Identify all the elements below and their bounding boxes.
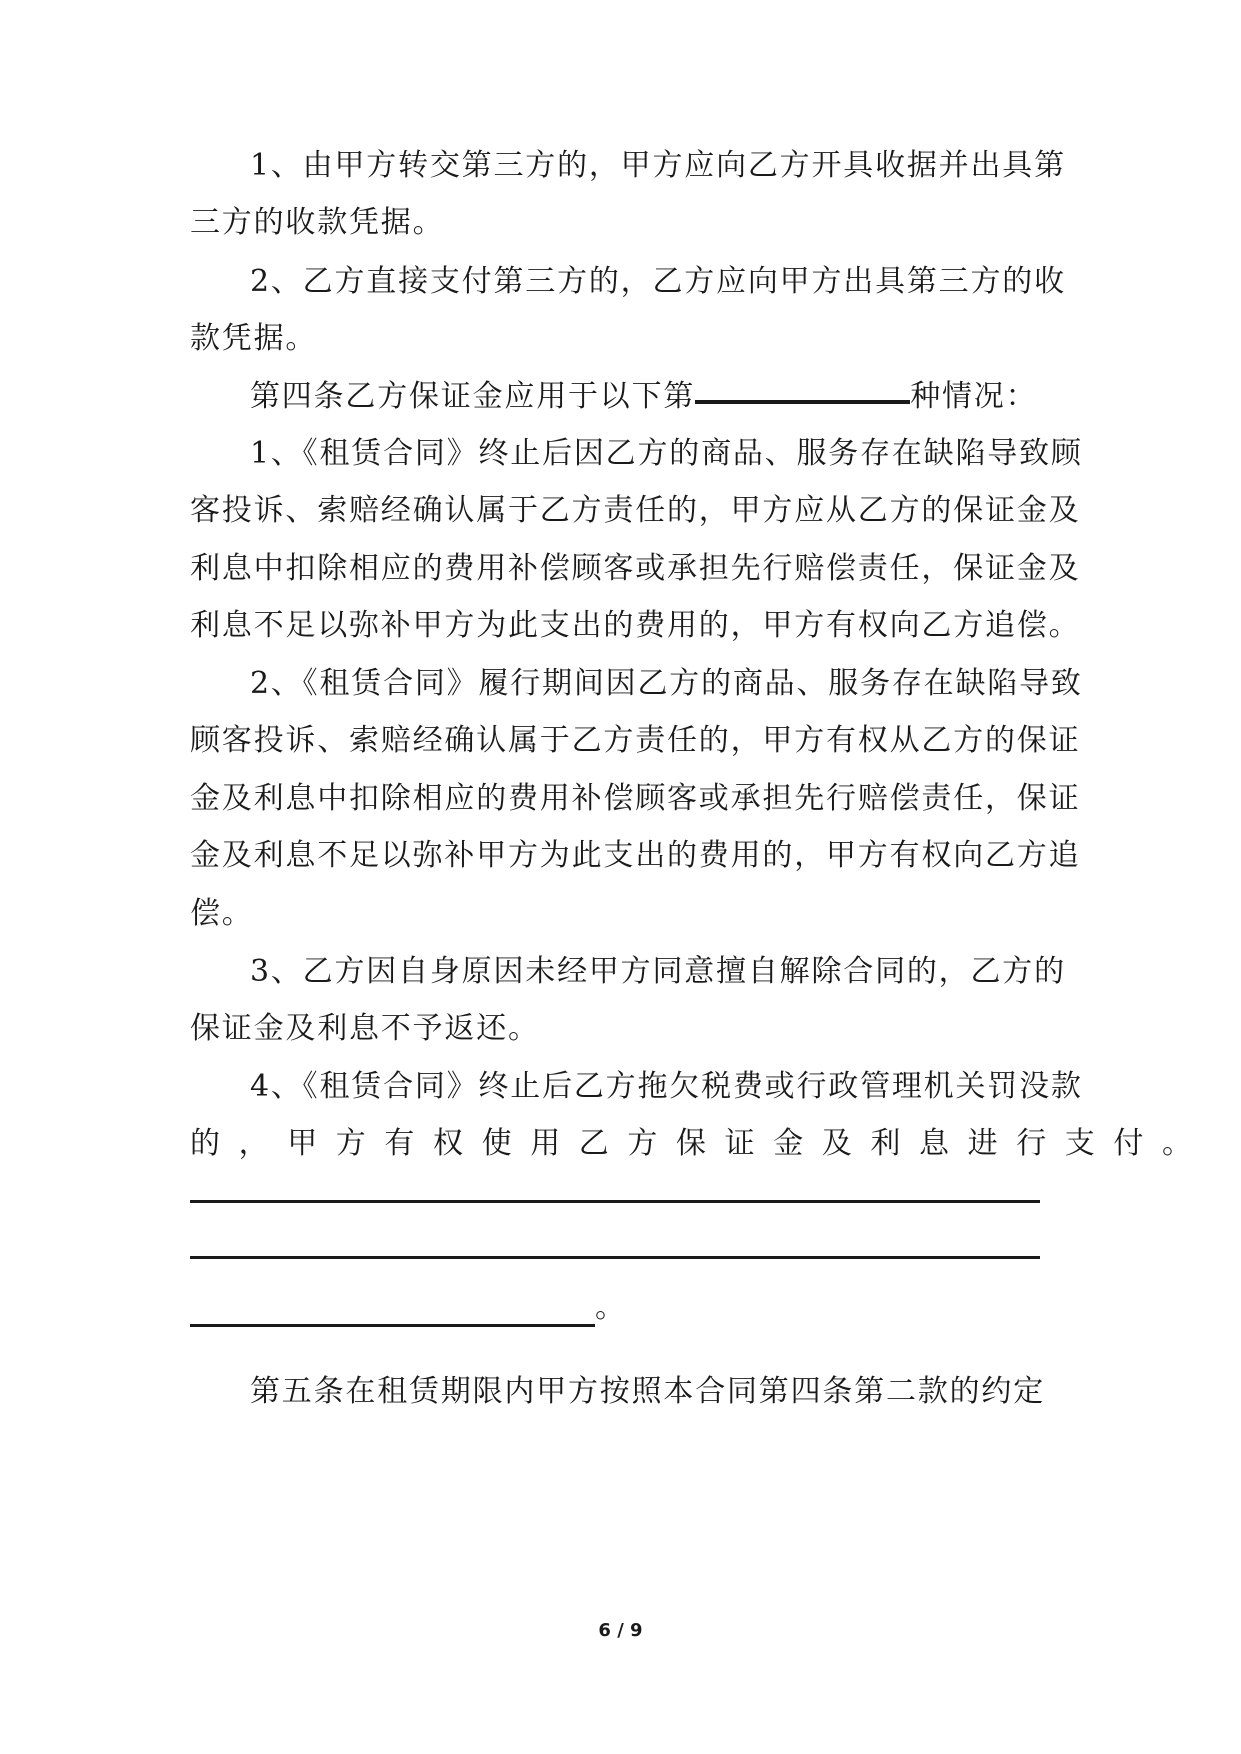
- paragraph-line: 金及利息中扣除相应的费用补偿顾客或承担先行赔偿责任，保证: [190, 781, 1081, 816]
- paragraph-line: 客投诉、索赔经确认属于乙方责任的，甲方应从乙方的保证金及: [190, 493, 1081, 528]
- paragraph-line: 1、《租赁合同》终止后因乙方的商品、服务存在缺陷导致顾: [250, 436, 1083, 471]
- fill-in-blank: [190, 1324, 595, 1327]
- paragraph-line: 1、由甲方转交第三方的，甲方应向乙方开具收据并出具第: [250, 148, 1066, 183]
- fill-in-blank-line: [190, 1256, 1040, 1259]
- article-four-suffix: 种情况：: [910, 379, 1038, 414]
- paragraph-line: 的，甲方有权使用乙方保证金及利息进行支付。: [190, 1126, 1211, 1161]
- paragraph-line: 三方的收款凭据。: [190, 205, 445, 240]
- paragraph-line: 2、《租赁合同》履行期间因乙方的商品、服务存在缺陷导致: [250, 666, 1083, 701]
- paragraph-line: 第五条在租赁期限内甲方按照本合同第四条第二款的约定: [250, 1374, 1045, 1409]
- article-four-heading: [250, 377, 1037, 417]
- paragraph-line: 4、《租赁合同》终止后乙方拖欠税费或行政管理机关罚没款: [250, 1069, 1083, 1104]
- paragraph-line: 3、乙方因自身原因未经甲方同意擅自解除合同的，乙方的: [250, 954, 1066, 989]
- paragraph-line: 金及利息不足以弥补甲方为此支出的费用的，甲方有权向乙方追: [190, 838, 1081, 873]
- paragraph-line: 利息不足以弥补甲方为此支出的费用的，甲方有权向乙方追偿。: [190, 608, 1081, 643]
- fill-in-blank-line: [190, 1200, 1040, 1203]
- article-four-prefix: 第四条乙方保证金应用于以下第: [250, 379, 696, 414]
- paragraph-line: 保证金及利息不予返还。: [190, 1011, 540, 1046]
- blank-period: 。: [595, 1290, 627, 1325]
- page-number: 6 / 9: [598, 1620, 643, 1641]
- paragraph-line: 2、乙方直接支付第三方的，乙方应向甲方出具第三方的收: [250, 264, 1066, 299]
- paragraph-line: 顾客投诉、索赔经确认属于乙方责任的，甲方有权从乙方的保证: [190, 723, 1081, 758]
- paragraph-line: 偿。: [190, 896, 254, 931]
- fill-in-blank-last: [190, 1288, 627, 1328]
- paragraph-line: 款凭据。: [190, 321, 318, 356]
- fill-in-blank: [695, 400, 910, 404]
- paragraph-line: 利息中扣除相应的费用补偿顾客或承担先行赔偿责任，保证金及: [190, 551, 1081, 586]
